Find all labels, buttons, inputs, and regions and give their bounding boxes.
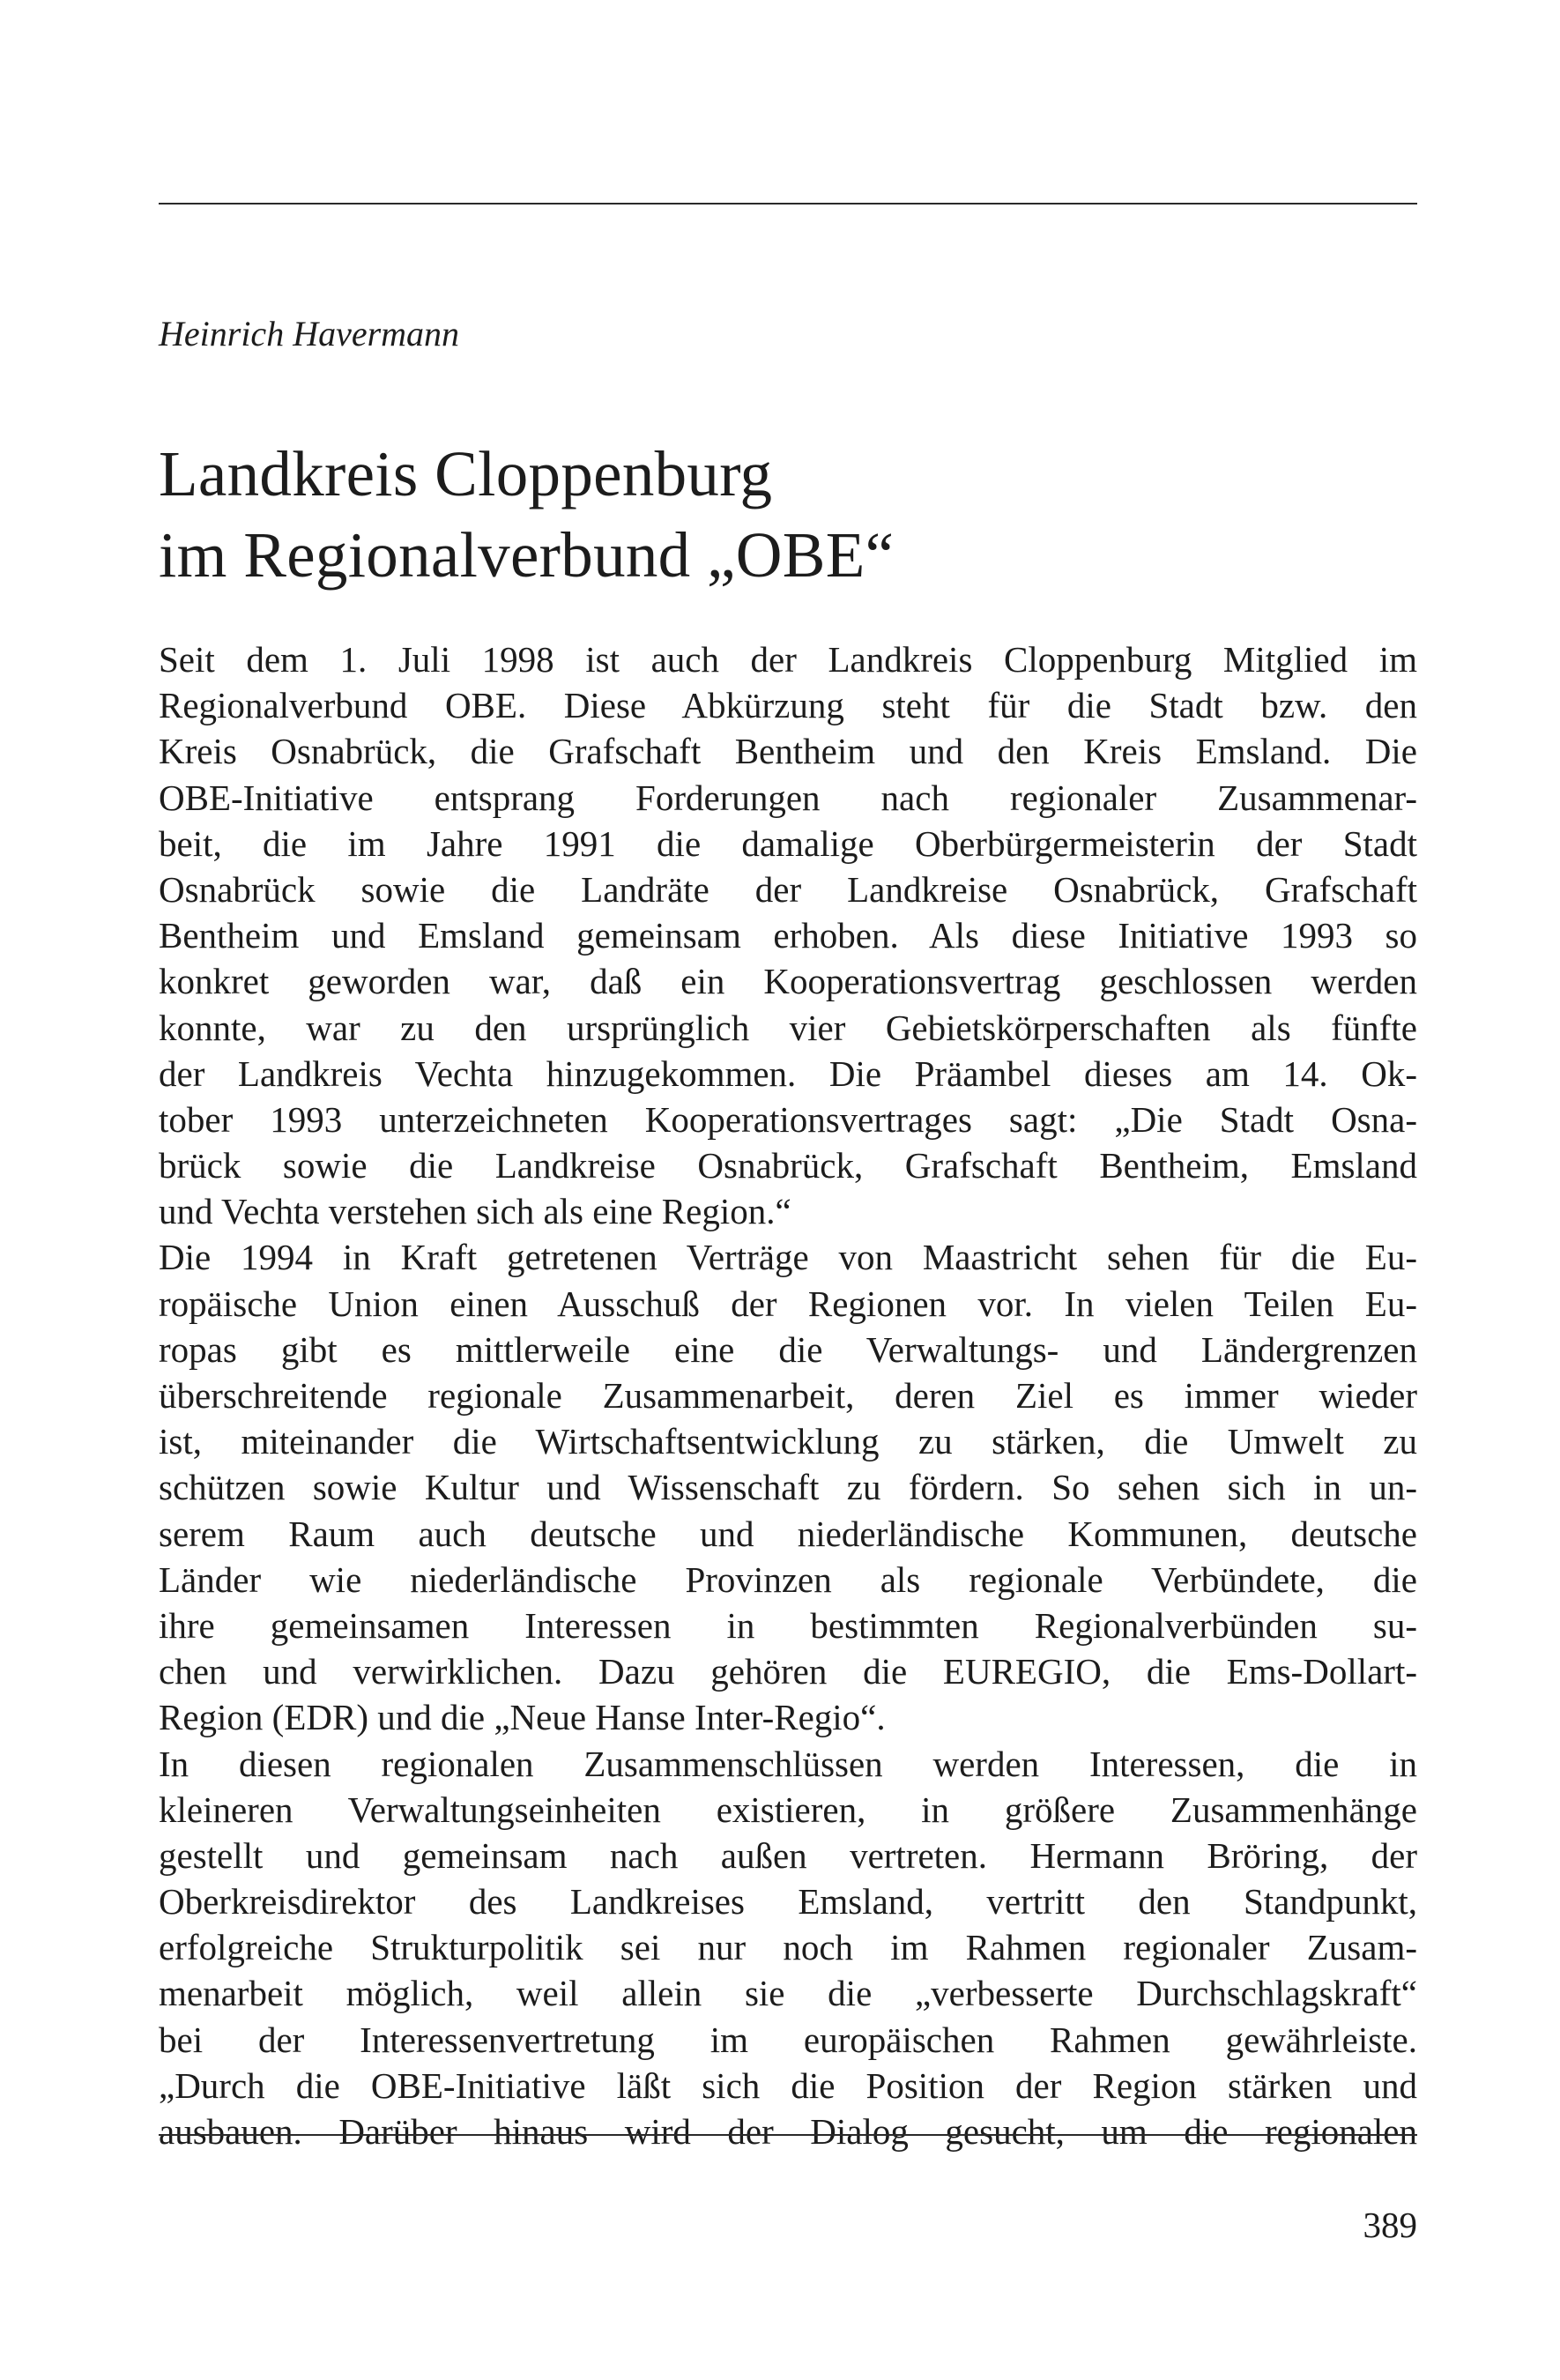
page-number: 389 <box>1363 2205 1417 2245</box>
bottom-rule <box>159 2134 1417 2136</box>
article-title <box>159 434 894 596</box>
body-line: Oberkreisdirektor des Landkreises Emsland, vertritt den Standpunkt, <box>159 1881 1417 1923</box>
body-line: OBE-Initiative entsprang Forderungen nach regionaler Zusammenar- <box>159 777 1417 818</box>
body-line: Bentheim und Emsland gemeinsam erhoben. Als diese Initiative 1993 so <box>159 915 1417 956</box>
body-line: ihre gemeinsamen Interessen in bestimmten Regionalverbünden su- <box>159 1604 1417 1646</box>
body-line: beit, die im Jahre 1991 die damalige Oberbürgermeisterin der Stadt <box>159 822 1417 864</box>
body-line: Kreis Osnabrück, die Grafschaft Bentheim und den Kreis Emsland. Die <box>159 731 1417 772</box>
body-line: bei der Interessenvertretung im europäischen Rahmen gewährleiste. <box>159 2019 1417 2060</box>
body-line: brück sowie die Landkreise Osnabrück, Grafschaft Bentheim, Emsland <box>159 1145 1417 1186</box>
title-line: im Regionalverbund „OBE“ <box>159 519 895 591</box>
body-line: Länder wie niederländische Provinzen als regionale Verbündete, die <box>159 1558 1417 1600</box>
title-line: Landkreis Cloppenburg <box>159 438 773 509</box>
body-line: überschreitende regionale Zusammenarbeit, deren Ziel es immer wieder <box>159 1375 1417 1416</box>
body-line: tober 1993 unterzeichneten Kooperationsvertrages sagt: „Die Stadt Osna- <box>159 1098 1417 1140</box>
author-name: Heinrich Havermann <box>159 314 460 353</box>
body-line: serem Raum auch deutsche und niederländische Kommunen, deutsche <box>159 1513 1417 1554</box>
body-line: ist, miteinander die Wirtschaftsentwicklung zu stärken, die Umwelt zu <box>159 1421 1417 1462</box>
body-line: chen und verwirklichen. Dazu gehören die EUREGIO, die Ems-Dollart- <box>159 1651 1417 1692</box>
body-line: menarbeit möglich, weil allein sie die „verbesserte Durchschlagskraft“ <box>159 1973 1417 2014</box>
body-line: ropas gibt es mittlerweile eine die Verwaltungs- und Ländergrenzen <box>159 1328 1417 1370</box>
article-body <box>159 636 1417 2154</box>
body-line: Seit dem 1. Juli 1998 ist auch der Landkreis Cloppenburg Mitglied im <box>159 639 1417 680</box>
body-line: „Durch die OBE-Initiative läßt sich die Position der Region stärken und <box>159 2064 1417 2106</box>
body-line: gestellt und gemeinsam nach außen vertreten. Hermann Bröring, der <box>159 1834 1417 1876</box>
body-line: In diesen regionalen Zusammenschlüssen werden Interessen, die in <box>159 1743 1417 1784</box>
body-line: konkret geworden war, daß ein Kooperationsvertrag geschlossen werden <box>159 961 1417 1002</box>
body-line: Region (EDR) und die „Neue Hanse Inter-Regio“. <box>159 1697 886 1738</box>
body-line: ausbauen. Darüber hinaus wird der Dialog gesucht, um die regionalen <box>159 2111 1417 2152</box>
top-rule <box>159 203 1417 205</box>
body-line: ropäische Union einen Ausschuß der Regionen vor. In vielen Teilen Eu- <box>159 1283 1417 1324</box>
body-line: und Vechta verstehen sich als eine Region.“ <box>159 1191 791 1232</box>
body-line: kleineren Verwaltungseinheiten existieren, in größere Zusammenhänge <box>159 1789 1417 1830</box>
body-line: Osnabrück sowie die Landräte der Landkreise Osnabrück, Grafschaft <box>159 868 1417 910</box>
body-line: erfolgreiche Strukturpolitik sei nur noch im Rahmen regionaler Zusam- <box>159 1927 1417 1968</box>
body-line: konnte, war zu den ursprünglich vier Gebietskörperschaften als fünfte <box>159 1007 1417 1048</box>
body-line: Regionalverbund OBE. Diese Abkürzung steht für die Stadt bzw. den <box>159 685 1417 726</box>
body-line: schützen sowie Kultur und Wissenschaft zu fördern. So sehen sich in un- <box>159 1467 1417 1508</box>
body-line: Die 1994 in Kraft getretenen Verträge von Maastricht sehen für die Eu- <box>159 1237 1417 1278</box>
body-line: der Landkreis Vechta hinzugekommen. Die Präambel dieses am 14. Ok- <box>159 1052 1417 1094</box>
